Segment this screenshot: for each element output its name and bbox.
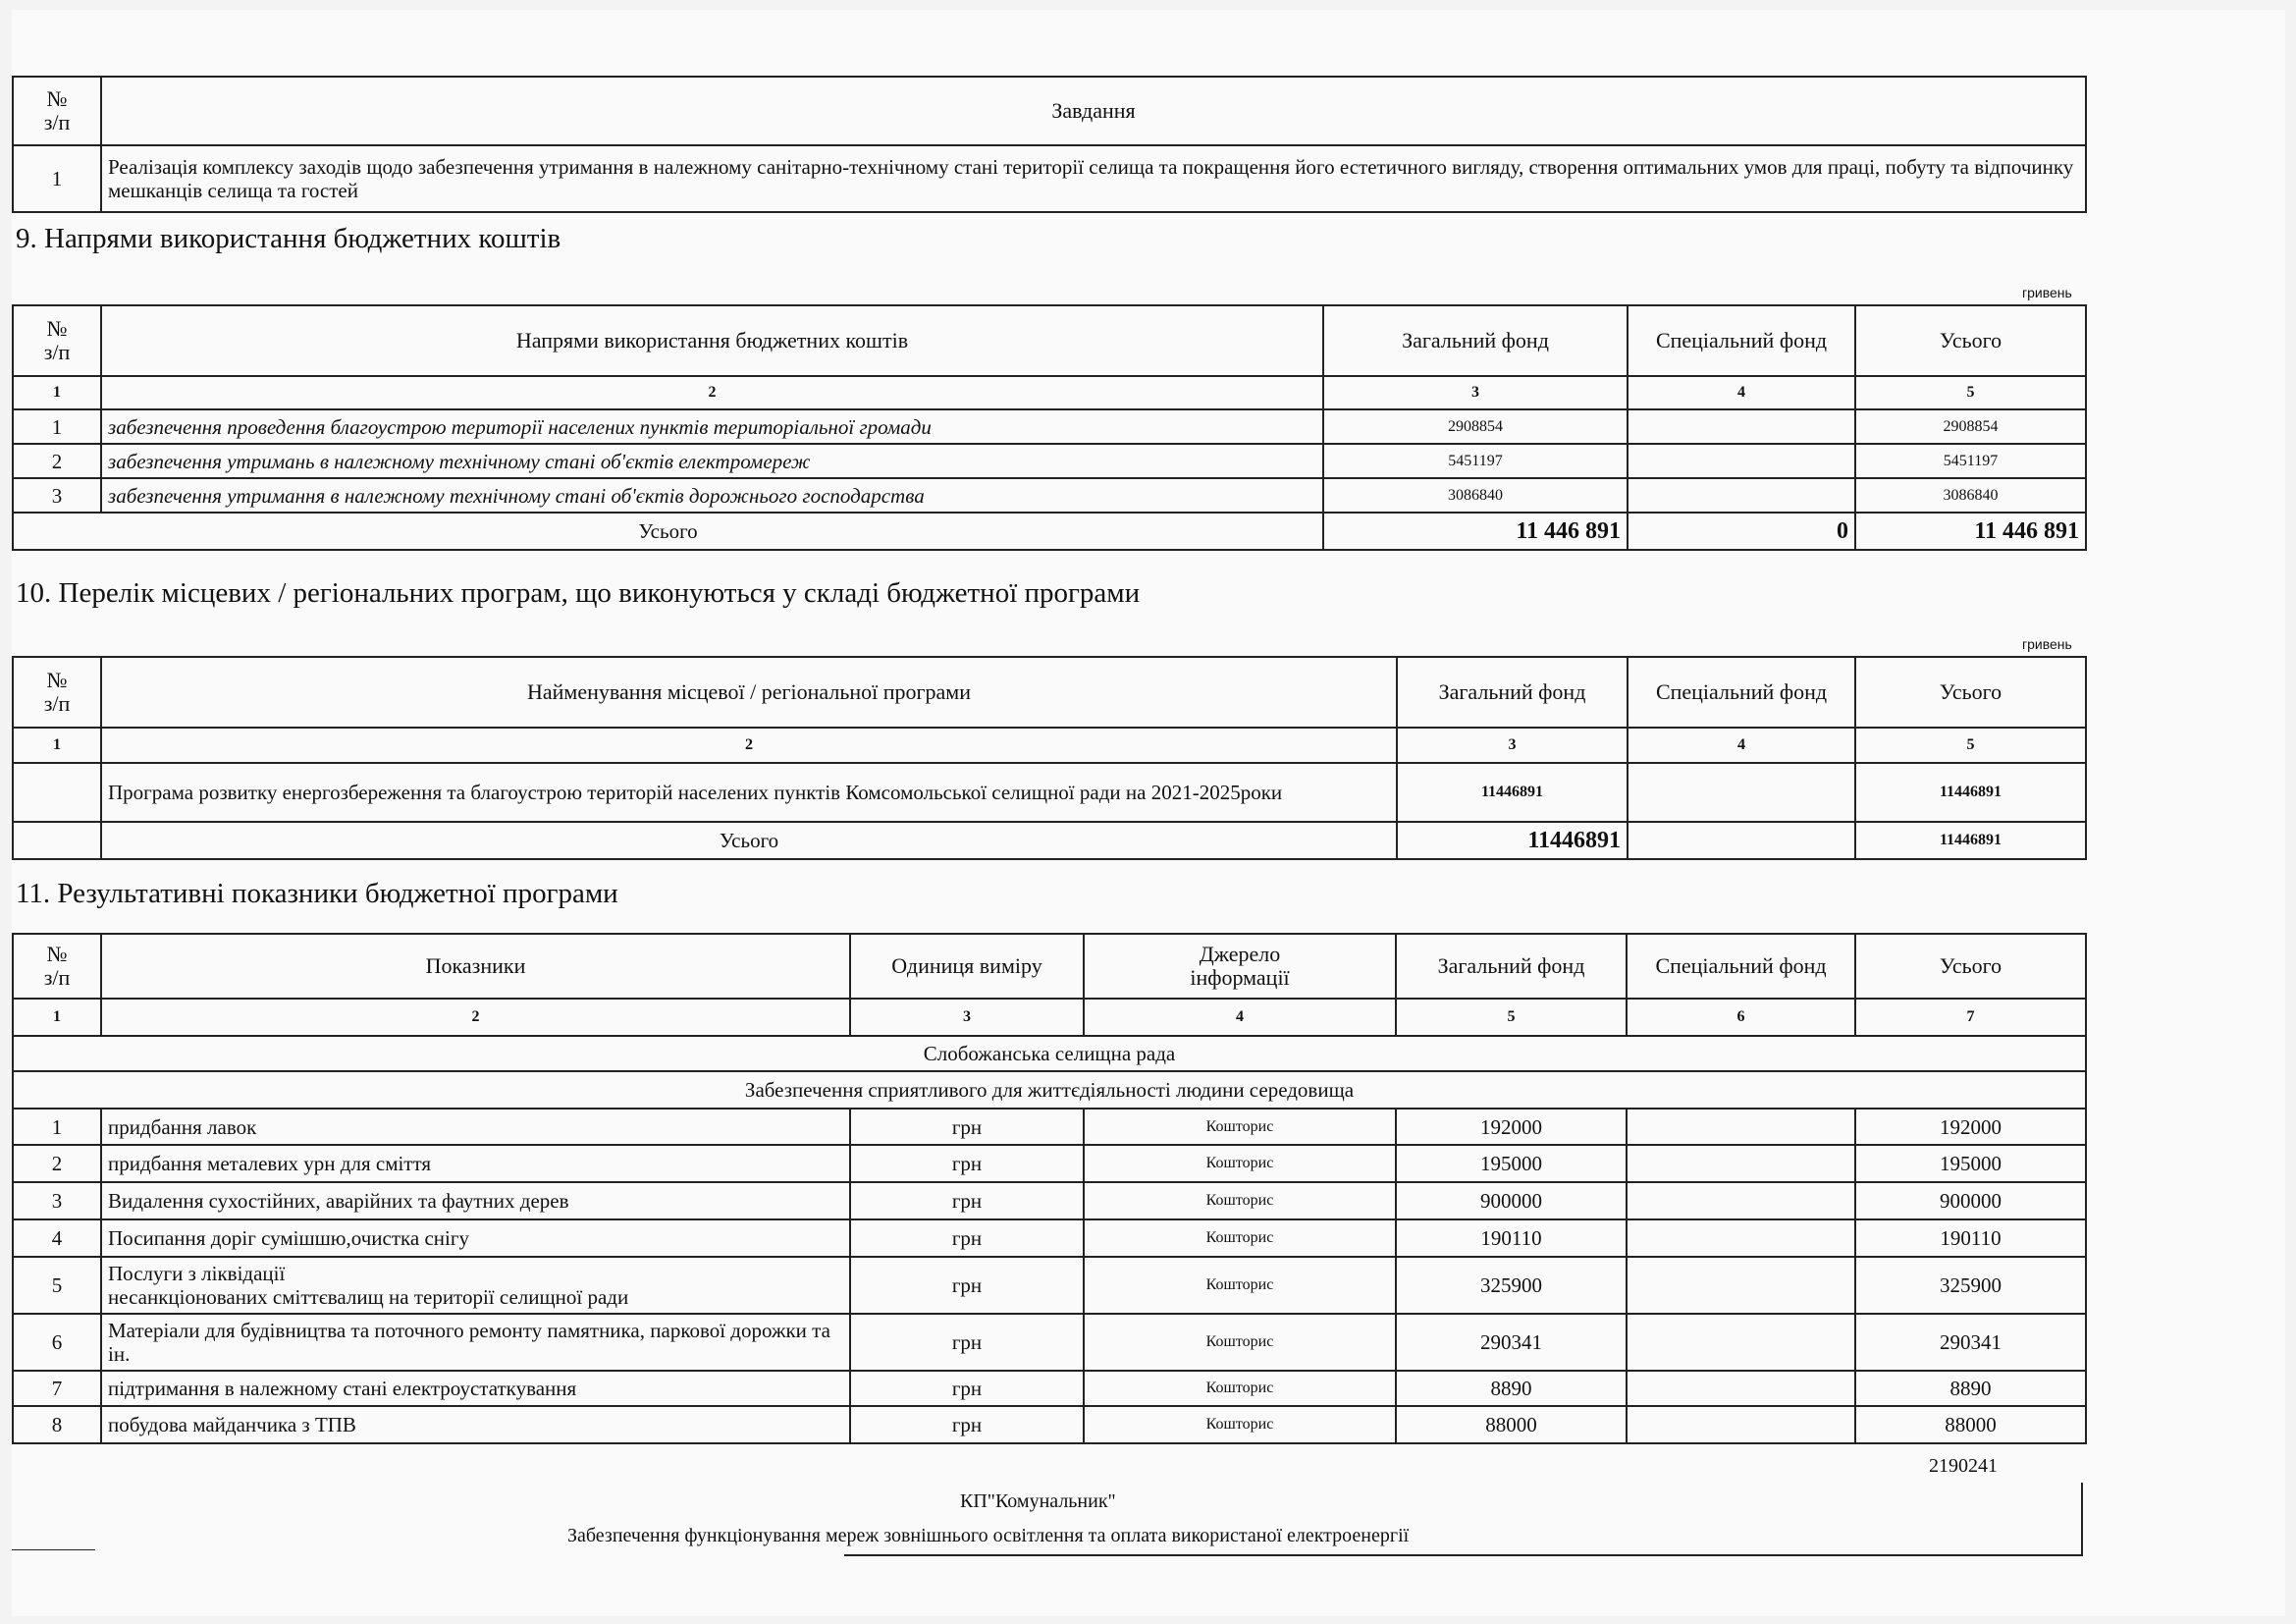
source-value: Кошторис [1084, 1257, 1396, 1314]
special-fund-value [1627, 1371, 1855, 1406]
task-row-text: Реалізація комплексу заходів щодо забезпечення утримання в належному санітарно-технічному стані території селища та покращення його естетичного вигляду, створення оптимальних умов для праці, побуту та відпочинку мешканців селища та гостей [101, 145, 2086, 212]
row-num: 2 [13, 1145, 101, 1182]
total-special-fund: 0 [1628, 513, 1855, 550]
unit-value: грн [850, 1145, 1084, 1182]
general-fund-value: 5451197 [1323, 444, 1628, 478]
program-name: Програма розвитку енергозбереження та благоустрою територій населених пунктів Комсомольської селищної ради на 2021-2025роки [101, 763, 1397, 822]
task-row-num: 1 [13, 145, 101, 212]
index-cell: 3 [1397, 728, 1628, 763]
section-10-title: 10. Перелік місцевих / регіональних програм, що виконуються у складі бюджетної програми [16, 577, 1141, 609]
source-value: Кошторис [1084, 1109, 1396, 1145]
indicator-name: Посипання доріг сумішшю,очистка снігу [101, 1219, 850, 1257]
partial-table-edge [2081, 1483, 2083, 1556]
index-cell: 4 [1628, 728, 1855, 763]
partial-table-bottom [844, 1554, 2083, 1556]
table-row [13, 478, 2086, 513]
total-value: 190110 [1855, 1219, 2086, 1257]
index-cell: 6 [1627, 999, 1855, 1036]
group-org-name: Слобожанська селищна рада [13, 1036, 2086, 1071]
general-fund-value: 11446891 [1397, 763, 1628, 822]
index-cell: 5 [1855, 376, 2086, 409]
unit-value: грн [850, 1371, 1084, 1406]
general-fund-value: 325900 [1396, 1257, 1627, 1314]
general-fund-value: 192000 [1396, 1109, 1627, 1145]
row-num: 1 [13, 409, 101, 444]
general-fund-value: 2908854 [1323, 409, 1628, 444]
table-row [13, 1219, 2086, 1257]
general-fund-value: 190110 [1396, 1219, 1627, 1257]
direction-name: забезпечення утримання в належному технічному стані об'єктів дорожнього господарства [101, 478, 1323, 513]
unit-value: грн [850, 1219, 1084, 1257]
col-indicators-header: Показники [101, 934, 850, 999]
general-fund-value: 195000 [1396, 1145, 1627, 1182]
table-row [13, 1182, 2086, 1219]
general-fund-value: 290341 [1396, 1314, 1627, 1371]
total-value: 325900 [1855, 1257, 2086, 1314]
unit-value: грн [850, 1257, 1084, 1314]
index-cell: 1 [13, 999, 101, 1036]
col-special-fund-header: Спеціальний фонд [1628, 657, 1855, 728]
budget-directions-table [12, 304, 2087, 551]
special-fund-value [1628, 478, 1855, 513]
section-10-unit: гривень [2022, 636, 2072, 652]
row-num [13, 822, 101, 859]
row-num: 3 [13, 1182, 101, 1219]
table-row [13, 1406, 2086, 1443]
table-row [13, 444, 2086, 478]
column-index-row [13, 728, 2086, 763]
index-cell: 1 [13, 728, 101, 763]
col-total-header: Усього [1855, 934, 2086, 999]
unit-value: грн [850, 1314, 1084, 1371]
group-row [13, 1036, 2086, 1071]
index-cell: 7 [1855, 999, 2086, 1036]
total-value: 11446891 [1855, 763, 2086, 822]
col-direction-header: Напрями використання бюджетних коштів [101, 305, 1323, 376]
total-value: 8890 [1855, 1371, 2086, 1406]
total-value: 290341 [1855, 1314, 2086, 1371]
org-name-2: КП"Комунальник" [960, 1490, 1116, 1512]
special-fund-value [1628, 763, 1855, 822]
table-row [13, 1145, 2086, 1182]
col-num-header: № з/п [13, 934, 101, 999]
index-cell: 3 [850, 999, 1084, 1036]
total-value: 195000 [1855, 1145, 2086, 1182]
table-row [13, 1371, 2086, 1406]
column-index-row [13, 376, 2086, 409]
table-row [13, 1257, 2086, 1314]
special-fund-value [1628, 409, 1855, 444]
indicator-name: побудова майданчика з ТПВ [101, 1406, 850, 1443]
general-fund-value: 8890 [1396, 1371, 1627, 1406]
index-cell: 4 [1084, 999, 1396, 1036]
unit-value: грн [850, 1406, 1084, 1443]
col-unit-header: Одиниця виміру [850, 934, 1084, 999]
table-row [13, 763, 2086, 822]
table-row [13, 1109, 2086, 1145]
group-task-name: Забезпечення сприятливого для життєдіяльності людини середовища [13, 1071, 2086, 1109]
indicator-name: придбання лавок [101, 1109, 850, 1145]
row-num [13, 763, 101, 822]
special-fund-value [1628, 444, 1855, 478]
special-fund-value [1627, 1145, 1855, 1182]
col-general-fund-header: Загальний фонд [1323, 305, 1628, 376]
direction-name: забезпечення утримань в належному технічному стані об'єктів електромереж [101, 444, 1323, 478]
row-num: 5 [13, 1257, 101, 1314]
special-fund-value [1627, 1406, 1855, 1443]
total-value: 900000 [1855, 1182, 2086, 1219]
general-fund-value: 900000 [1396, 1182, 1627, 1219]
unit-value: грн [850, 1109, 1084, 1145]
index-cell: 1 [13, 376, 101, 409]
row-num: 8 [13, 1406, 101, 1443]
total-label: Усього [13, 513, 1323, 550]
indicator-name: Видалення сухостійних, аварійних та фаутних дерев [101, 1182, 850, 1219]
section-11-title: 11. Результативні показники бюджетної програми [16, 878, 618, 909]
source-value: Кошторис [1084, 1219, 1396, 1257]
total-value: 192000 [1855, 1109, 2086, 1145]
col-num-header: № з/п [13, 305, 101, 376]
col-num-header: № з/п [13, 77, 101, 145]
index-cell: 5 [1396, 999, 1627, 1036]
index-cell: 2 [101, 728, 1397, 763]
special-fund-value [1627, 1314, 1855, 1371]
source-value: Кошторис [1084, 1406, 1396, 1443]
row-num: 1 [13, 1109, 101, 1145]
direction-name: забезпечення проведення благоустрою території населених пунктів територіальної громади [101, 409, 1323, 444]
source-value: Кошторис [1084, 1182, 1396, 1219]
partial-table-left-fragment [12, 1549, 95, 1550]
total-value: 5451197 [1855, 444, 2086, 478]
indicator-name: підтримання в належному стані електроустаткування [101, 1371, 850, 1406]
subtotal-value: 2190241 [1929, 1455, 1998, 1477]
col-total-header: Усього [1855, 305, 2086, 376]
row-num: 6 [13, 1314, 101, 1371]
table-row [13, 409, 2086, 444]
col-num-header: № з/п [13, 657, 101, 728]
col-total-header: Усього [1855, 657, 2086, 728]
special-fund-value [1627, 1182, 1855, 1219]
row-num: 7 [13, 1371, 101, 1406]
group-row [13, 1071, 2086, 1109]
row-num: 3 [13, 478, 101, 513]
source-value: Кошторис [1084, 1314, 1396, 1371]
col-general-fund-header: Загальний фонд [1396, 934, 1627, 999]
special-fund-value [1627, 1257, 1855, 1314]
task-name-2: Забезпечення функціонування мереж зовнішнього освітлення та оплата використаної електроенергії [567, 1525, 1410, 1546]
special-fund-value [1627, 1109, 1855, 1145]
total-general-fund: 11 446 891 [1323, 513, 1628, 550]
col-special-fund-header: Спеціальний фонд [1627, 934, 1855, 999]
row-num: 4 [13, 1219, 101, 1257]
performance-indicators-table [12, 933, 2087, 1444]
tasks-table [12, 76, 2087, 213]
total-special-fund [1628, 822, 1855, 859]
total-all: 11 446 891 [1855, 513, 2086, 550]
col-task-header: Завдання [101, 77, 2086, 145]
index-cell: 3 [1323, 376, 1628, 409]
section-9-unit: гривень [2022, 285, 2072, 300]
col-source-header: Джерело інформації [1084, 934, 1396, 999]
col-program-name-header: Найменування місцевої / регіональної програми [101, 657, 1397, 728]
total-row [13, 822, 2086, 859]
index-cell: 5 [1855, 728, 2086, 763]
index-cell: 2 [101, 376, 1323, 409]
total-label: Усього [101, 822, 1397, 859]
local-programs-table [12, 656, 2087, 860]
index-cell: 4 [1628, 376, 1855, 409]
total-row [13, 513, 2086, 550]
row-num: 2 [13, 444, 101, 478]
special-fund-value [1627, 1219, 1855, 1257]
table-row [13, 1314, 2086, 1371]
indicator-name: Послуги з ліквідації несанкціонованих сміттєвалищ на території селищної ради [101, 1257, 850, 1314]
general-fund-value: 88000 [1396, 1406, 1627, 1443]
indicator-name: придбання металевих урн для сміття [101, 1145, 850, 1182]
total-value: 3086840 [1855, 478, 2086, 513]
total-value: 2908854 [1855, 409, 2086, 444]
section-9-title: 9. Напрями використання бюджетних коштів [16, 223, 561, 254]
source-value: Кошторис [1084, 1371, 1396, 1406]
general-fund-value: 3086840 [1323, 478, 1628, 513]
total-value: 88000 [1855, 1406, 2086, 1443]
total-general-fund: 11446891 [1397, 822, 1628, 859]
total-all: 11446891 [1855, 822, 2086, 859]
unit-value: грн [850, 1182, 1084, 1219]
source-value: Кошторис [1084, 1145, 1396, 1182]
column-index-row [13, 999, 2086, 1036]
col-special-fund-header: Спеціальний фонд [1628, 305, 1855, 376]
indicator-name: Матеріали для будівництва та поточного ремонту памятника, паркової дорожки та ін. [101, 1314, 850, 1371]
col-general-fund-header: Загальний фонд [1397, 657, 1628, 728]
index-cell: 2 [101, 999, 850, 1036]
